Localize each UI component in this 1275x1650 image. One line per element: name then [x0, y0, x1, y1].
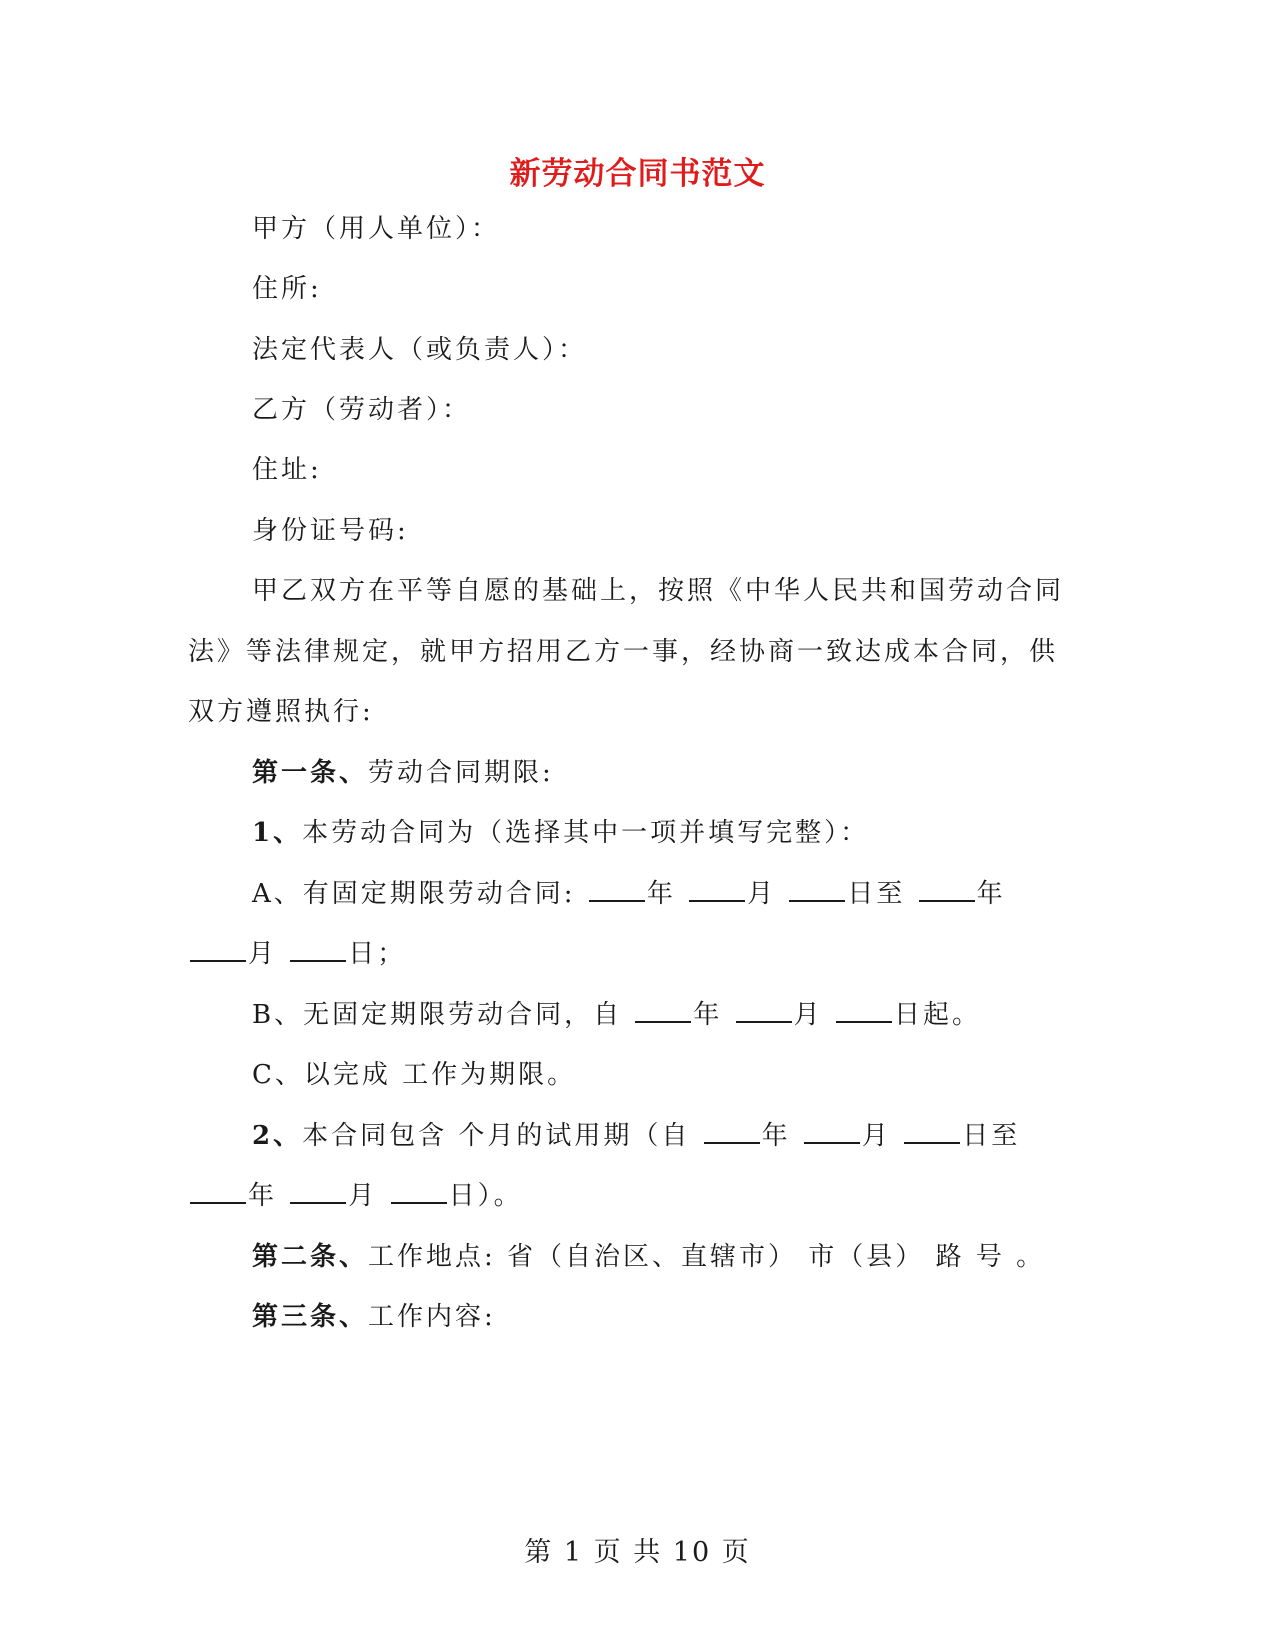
- address-a-line: 住所:: [252, 274, 322, 304]
- day-to-label: 日至: [847, 879, 906, 909]
- blank-field: [391, 1180, 447, 1204]
- blank-field: [589, 878, 645, 902]
- article-1-text: 劳动合同期限:: [368, 758, 554, 788]
- option-a-prefix: A、有固定期限劳动合同:: [252, 879, 576, 909]
- blank-field: [804, 1120, 860, 1144]
- article-1-heading: 第一条、: [252, 758, 369, 788]
- item-2-text: 本合同包含 个月的试用期（自: [302, 1121, 691, 1151]
- year-label: 年: [693, 1000, 723, 1030]
- item-2-line-1: [252, 1119, 1020, 1153]
- day-close-label: 日）。: [448, 1181, 523, 1211]
- article-3-heading: 第三条、: [252, 1302, 369, 1332]
- article-2-text: 工作地点: 省（自治区、直辖市） 市（县） 路 号 。: [368, 1242, 1046, 1272]
- blank-field: [689, 878, 745, 902]
- day-end-label: 日；: [348, 939, 407, 969]
- preamble-line-2: 法》等法律规定，就甲方招用乙方一事，经协商一致达成本合同，供: [188, 637, 1059, 667]
- month-label: 月: [348, 1181, 378, 1211]
- day-from-label: 日起。: [893, 1000, 981, 1030]
- item-1-number: 1、: [252, 818, 303, 848]
- month-label: 月: [248, 939, 278, 969]
- party-a-line: 甲方（用人单位）：: [252, 214, 501, 244]
- blank-field: [190, 938, 246, 962]
- legal-rep-line: 法定代表人（或负责人）：: [252, 335, 588, 365]
- article-1: [252, 756, 554, 790]
- article-2: [252, 1240, 1045, 1274]
- document-title: 新劳动合同书范文: [509, 156, 766, 192]
- option-a-line-2: [188, 937, 406, 971]
- blank-field: [789, 878, 845, 902]
- party-b-line: 乙方（劳动者）：: [252, 395, 472, 425]
- preamble-line-1: 甲乙双方在平等自愿的基础上，按照《中华人民共和国劳动合同: [252, 576, 1065, 606]
- day-to-label: 日至: [962, 1121, 1021, 1151]
- blank-field: [736, 999, 792, 1023]
- item-2-number: 2、: [252, 1121, 303, 1151]
- article-3-text: 工作内容:: [368, 1302, 496, 1332]
- option-b-line: [252, 998, 981, 1032]
- blank-field: [904, 1120, 960, 1144]
- blank-field: [290, 938, 346, 962]
- page-footer: 第 1 页 共 10 页: [524, 1537, 751, 1568]
- id-number-line: 身份证号码:: [252, 516, 409, 546]
- article-2-heading: 第二条、: [252, 1242, 369, 1272]
- year-label: 年: [761, 1121, 791, 1151]
- option-b-prefix: B、无固定期限劳动合同，自: [252, 1000, 623, 1030]
- option-a-line-1: [252, 877, 1006, 911]
- article-3: [252, 1300, 496, 1334]
- address-b-line: 住址:: [252, 455, 322, 485]
- item-2-line-2: [188, 1179, 523, 1213]
- month-label: 月: [861, 1121, 891, 1151]
- blank-field: [190, 1180, 246, 1204]
- item-1: [252, 816, 869, 850]
- month-label: 月: [747, 879, 777, 909]
- year-label: 年: [976, 879, 1006, 909]
- preamble-line-3: 双方遵照执行:: [188, 697, 374, 727]
- month-label: 月: [793, 1000, 823, 1030]
- blank-field: [290, 1180, 346, 1204]
- blank-field: [704, 1120, 760, 1144]
- blank-field: [635, 999, 691, 1023]
- blank-field: [919, 878, 975, 902]
- item-1-text: 本劳动合同为（选择其中一项并填写完整）：: [302, 818, 870, 848]
- option-c-line: C、以完成 工作为期限。: [252, 1060, 577, 1090]
- year-label: 年: [646, 879, 676, 909]
- year-label: 年: [248, 1181, 278, 1211]
- blank-field: [836, 999, 892, 1023]
